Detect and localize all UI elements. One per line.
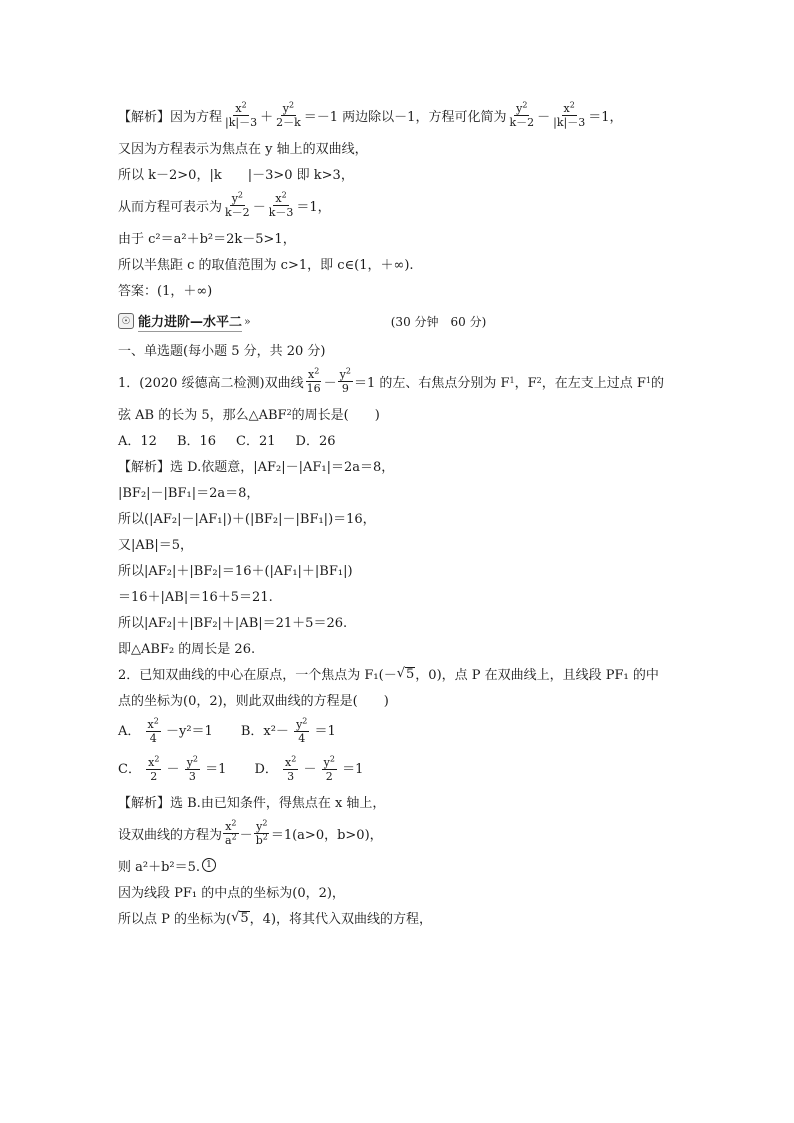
fraction: $\frac{y^2}{9}$: [339, 365, 351, 395]
sol3-line5: 所以点 P 的坐标为( √ 5 ，4)，将其代入双曲线的方程，: [118, 909, 433, 927]
circled-number: 1: [202, 858, 216, 872]
q2-options-ab: [118, 712, 678, 750]
q2-line1: 2．已知双曲线的中心在原点，一个焦点为 F₁(－ √ 5 ，0)，点 P 在双曲线上，且线段 PF₁ 的中: [118, 665, 659, 683]
sol3-line4: 因为线段 PF₁ 的中点的坐标为(0，2)，: [118, 885, 345, 901]
part-heading: 一、单选题(每小题 5 分，共 20 分): [118, 343, 326, 359]
bulb-icon: ☉: [118, 313, 134, 329]
option-a[interactable]: A． $\frac{x^2}{4}$ －y²＝1: [118, 715, 213, 745]
sol3-line3: 则 a²＋b²＝5. 1: [118, 852, 678, 878]
fraction: $\frac{x^2}{|k|-3}$: [553, 99, 586, 129]
sol1-line6: 所以半焦距 c 的取值范围为 c>1，即 c∈(1，＋∞).: [118, 257, 414, 273]
section-time: (30 分钟 60 分): [390, 314, 487, 329]
option-d[interactable]: D．26: [295, 433, 336, 449]
sol1-line4: 从而方程可表示为 $\frac{y^2}{k-2}$ － $\frac{x^2}{k-3}$ ＝1，: [118, 189, 331, 219]
analysis-label: 【解析】因为方程: [118, 109, 223, 125]
option-c[interactable]: C． $\frac{x^2}{2}$ － $\frac{y^2}{3}$ ＝1: [118, 753, 227, 783]
sol3-line1: 【解析】选 B.由已知条件，得焦点在 x 轴上，: [118, 795, 386, 811]
sol2-line3: 所以(|AF₂|－|AF₁|)＋(|BF₂|－|BF₁|)＝16，: [118, 511, 376, 527]
q1-line2: 弦 AB 的长为 5，那么△ABF 2 的周长是( ): [118, 407, 380, 423]
sqrt: √ 5: [396, 665, 415, 682]
fraction: $\frac{x^2}{|k|-3}$: [225, 99, 258, 129]
sol2-line4: 又|AB|＝5，: [118, 537, 193, 553]
sol2-line8: 即△ABF₂ 的周长是 26.: [118, 641, 256, 657]
sol1-line5: 由于 c²＝a²＋b²＝2k－5>1，: [118, 231, 296, 247]
option-c[interactable]: C．21: [236, 433, 276, 449]
option-b[interactable]: B．16: [176, 433, 217, 449]
option-b[interactable]: B．x²－ $\frac{y^2}{4}$ ＝1: [240, 715, 336, 745]
answer-line: 答案：(1，＋∞): [118, 283, 213, 299]
double-arrow-icon: »: [244, 314, 251, 328]
document-page: [118, 96, 678, 930]
sol1-line1: 【解析】因为方程 $\frac{x^2}{|k|-3}$ ＋ $\frac{y^2}{2-k}$ ＝－1 两边除以－1，方程可化简为 $\frac{y^2}{k-2}$ － $\frac{x^2}{|k|-3}$ ＝1，: [118, 99, 623, 129]
fraction: $\frac{x^2}{k-3}$: [268, 189, 294, 219]
sol2-line6: ＝16＋|AB|＝16＋5＝21.: [118, 589, 273, 605]
option-d[interactable]: D． $\frac{x^2}{3}$ － $\frac{y^2}{2}$ ＝1: [254, 753, 364, 783]
sol2-line1: 【解析】选 D.依题意，|AF₂|－|AF₁|＝2a＝8，: [118, 459, 395, 475]
fraction: $\frac{y^2}{2-k}$: [276, 99, 301, 129]
q2-options-cd: [118, 750, 678, 788]
fraction: $\frac{y^2}{k-2}$: [509, 99, 535, 129]
sol2-line5: 所以|AF₂|＋|BF₂|＝16＋(|AF₁|＋|BF₁|): [118, 563, 353, 579]
sol2-line7: 所以|AF₂|＋|BF₂|＋|AB|＝21＋5＝26.: [118, 615, 348, 631]
section-title: 能力进阶—水平二: [138, 311, 242, 332]
fraction: $\frac{y^2}{k-2}$: [225, 189, 250, 219]
sol2-line2: |BF₂|－|BF₁|＝2a＝8，: [118, 485, 260, 501]
fraction: $\frac{x^2}{16}$: [306, 365, 321, 395]
sol3-line2: 设双曲线的方程为 $\frac{x^2}{a^2}$ － $\frac{y^2}{b^2}$ ＝1(a>0，b>0)，: [118, 817, 383, 847]
sol1-line2: 又因为方程表示为焦点在 y 轴上的双曲线，: [118, 141, 368, 157]
sqrt: √ 5: [231, 909, 249, 926]
q1-options: [118, 426, 678, 452]
sol1-line3: 所以 k－2>0，|k |－3>0 即 k>3，: [118, 167, 354, 183]
q2-line2: 点的坐标为(0，2)，则此双曲线的方程是( ): [118, 693, 389, 709]
option-a[interactable]: A．12: [118, 433, 157, 449]
section-header: [118, 306, 678, 336]
q1-line1: 1．(2020 绥德高二检测)双曲线 $\frac{x^2}{16}$ － $\frac{y^2}{9}$ ＝1 的左、右焦点分别为 F 1 ，F 2 ，在左支上过点 F 1 的: [118, 365, 665, 395]
